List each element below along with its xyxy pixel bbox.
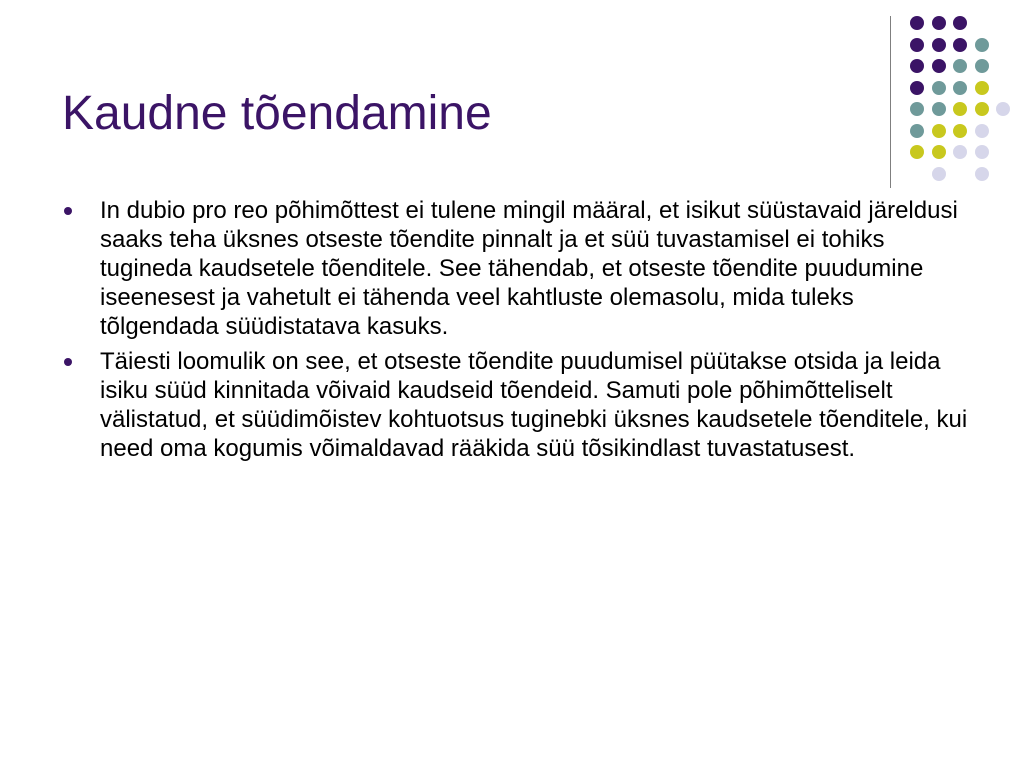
decorative-dot bbox=[953, 145, 967, 159]
bullet-dot-icon bbox=[64, 358, 72, 366]
bullet-item bbox=[62, 196, 972, 341]
decorative-dot bbox=[953, 81, 967, 95]
bullet-dot-icon bbox=[64, 207, 72, 215]
decorative-dot bbox=[910, 16, 924, 30]
decorative-dot bbox=[975, 124, 989, 138]
decorative-dot bbox=[910, 59, 924, 73]
decorative-dot bbox=[953, 102, 967, 116]
decorative-dot bbox=[932, 145, 946, 159]
decorative-dot bbox=[975, 59, 989, 73]
bullet-text: Täiesti loomulik on see, et otseste tõendite puudumisel püütakse otsida ja leida isiku süüd kinnitada võivaid kaudseid tõendeid. Samuti pole põhimõtteliselt välistatud, et süüdimõistev kohtuotsus tuginebki üksnes kaudsetele tõenditele, kui need oma kogumis võimaldavad rääkida süü tõsikindlast tuvastatusest. bbox=[100, 348, 968, 462]
decorative-dot bbox=[932, 102, 946, 116]
decorative-dot bbox=[953, 16, 967, 30]
decorative-dot bbox=[932, 59, 946, 73]
bullet-list bbox=[62, 196, 972, 469]
decorative-dot bbox=[910, 38, 924, 52]
decorative-dot bbox=[910, 145, 924, 159]
decorative-dot bbox=[975, 102, 989, 116]
decorative-dot bbox=[910, 124, 924, 138]
bullet-text: In dubio pro reo põhimõttest ei tulene mingil määral, et isikut süüstavaid järeldusi saaks teha üksnes otseste tõendite pinnalt ja et süü tuvastamisel ei tohiks tugineda kaudsetele tõenditele. See tähendab, et otseste tõendite puudumine iseenesest ja vahetult ei tähenda veel kahtluste olemasolu, mida tuleks tõlgendada süüdistatava kasuks. bbox=[100, 197, 958, 340]
decorative-dot bbox=[932, 38, 946, 52]
decorative-dot bbox=[975, 145, 989, 159]
decorative-dot bbox=[975, 81, 989, 95]
decorative-dot-grid bbox=[0, 0, 1024, 200]
decorative-dot bbox=[953, 38, 967, 52]
decorative-dot bbox=[953, 59, 967, 73]
decorative-dot bbox=[975, 167, 989, 181]
decorative-dot bbox=[932, 167, 946, 181]
decorative-dot bbox=[910, 81, 924, 95]
decorative-dot bbox=[932, 81, 946, 95]
decorative-dot bbox=[932, 16, 946, 30]
decorative-dot bbox=[953, 124, 967, 138]
slide-title: Kaudne tõendamine bbox=[62, 87, 492, 140]
decorative-dot bbox=[996, 102, 1010, 116]
decorative-dot bbox=[910, 102, 924, 116]
bullet-item bbox=[62, 347, 972, 463]
decorative-dot bbox=[975, 38, 989, 52]
decorative-dot bbox=[932, 124, 946, 138]
